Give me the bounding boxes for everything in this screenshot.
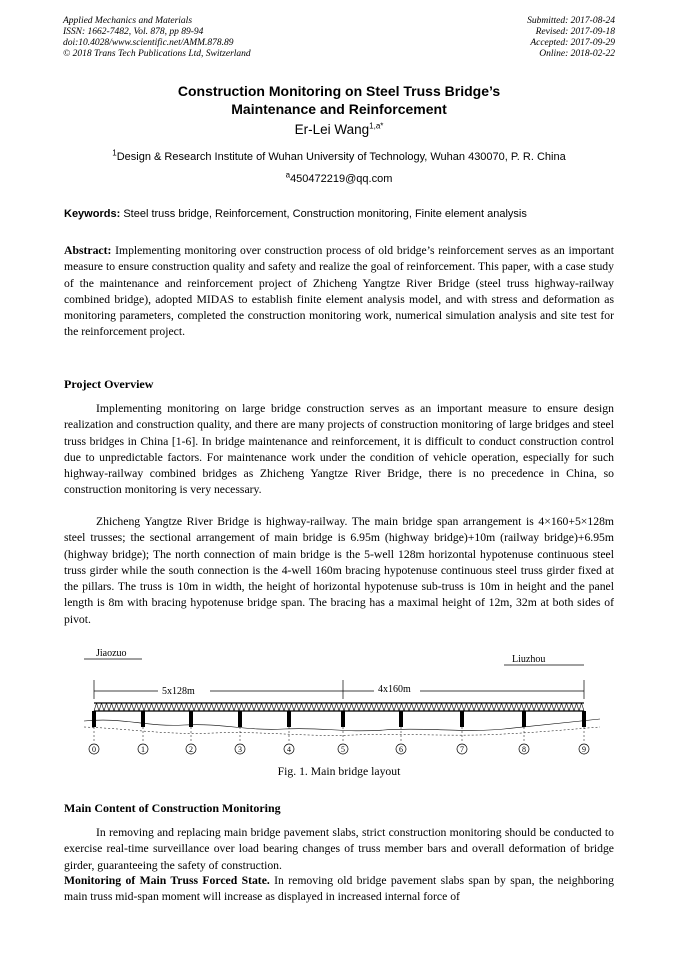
truss-diagonal [189,703,192,711]
truss-diagonal [487,703,490,711]
truss-diagonal [204,703,207,711]
truss-diagonal [544,703,547,711]
truss-diagonal [229,703,232,711]
truss-diagonal [287,703,290,711]
copyright: © 2018 Trans Tech Publications Ltd, Switzerland [63,49,251,59]
truss-diagonal [187,703,190,711]
truss-diagonal [329,703,332,711]
truss-diagonal [582,703,585,711]
truss-diagonal [197,703,200,711]
truss-diagonal [142,703,145,711]
truss-diagonal [207,703,210,711]
truss-diagonal [104,703,107,711]
pier-label: 6 [399,745,403,754]
truss-diagonal [227,703,230,711]
title-line-2: Maintenance and Reinforcement [231,101,447,117]
figure-caption: Fig. 1. Main bridge layout [277,765,401,778]
truss-diagonal [374,703,377,711]
truss-diagonal [112,703,115,711]
truss-diagonal [319,703,322,711]
truss-diagonal [359,703,362,711]
truss-diagonal [299,703,302,711]
truss-diagonal [119,703,122,711]
truss-diagonal [424,703,427,711]
journal-info [63,16,251,60]
truss-diagonal [517,703,520,711]
truss-diagonal [244,703,247,711]
truss-diagonal [484,703,487,711]
pier-labels [89,744,589,754]
truss-diagonal [372,703,375,711]
affiliation-superscript: 1 [112,148,117,158]
riverbed-profile-lower [84,727,600,735]
author-name: Er-Lei Wang [294,122,370,137]
truss-diagonal [392,703,395,711]
truss-diagonal [454,703,457,711]
truss-diagonal [124,703,127,711]
truss-diagonal [422,703,425,711]
truss-diagonal [224,703,227,711]
truss-diagonal [434,703,437,711]
truss-diagonal [177,703,180,711]
truss-diagonal [147,703,150,711]
truss-diagonal [579,703,582,711]
title-line-1: Construction Monitoring on Steel Truss Bridge’s [177,83,501,99]
doi: doi:10.4028/www.scientific.net/AMM.878.89 [63,38,234,48]
truss-diagonal [309,703,312,711]
truss-diagonal [492,703,495,711]
truss-diagonal [347,703,350,711]
affiliation-text: Design & Research Institute of Wuhan University of Technology, Wuhan 430070, P. R. China [116,151,566,163]
truss-diagonal [399,703,402,711]
truss-diagonal [257,703,260,711]
truss-diagonal [277,703,280,711]
truss-diagonal [514,703,517,711]
truss-diagonal [519,703,522,711]
truss-diagonal [262,703,265,711]
truss-diagonal [527,703,530,711]
truss-diagonal [502,703,505,711]
truss-diagonal [184,703,187,711]
span-label-4x160m: 4x160m [378,684,411,695]
abstract-text: Implementing monitoring over construction process of old bridge’s reinforcement serves as an important measure to ensure construction quality and safety and realize the goal of reinforcement. This paper, with a case study of the maintenance and reinforcement project of Zhicheng Yangtze River Bridge (steel truss highway-railway combined bridge), adopted MIDAS to establish finite element analysis model, and with stress and deformation as monitoring parameters, completed the construction monitoring work, numerical simulation analysis and site test for the reinforcement project. [64,244,615,339]
bridge-pier [141,711,145,727]
truss-diagonal [354,703,357,711]
truss-diagonal [464,703,467,711]
bridge-pier [460,711,464,727]
truss-diagonal [327,703,330,711]
truss-diagonal [159,703,162,711]
truss-diagonal [564,703,567,711]
truss-diagonal [499,703,502,711]
truss-diagonal [314,703,317,711]
truss-diagonal [237,703,240,711]
keywords [64,208,616,220]
paragraph-project-overview-1: Implementing monitoring on large bridge construction serves as an important measure to ensure design realization and construction quality, and there are many projects of construction monitoring of large bridges and steel truss bridges in China [1-6]. In bridge maintenance and reinforcement, it is difficult to conduct construction control due to unpredictable factors. For maintenance work under the condition of vehicle operation, especially for such highway-railway combined bridges as Zhicheng Yangtze River Bridge, there is no precedence in China, so construction monitoring is very necessary. [64,402,614,497]
abstract [64,243,614,341]
truss-diagonal [362,703,365,711]
truss-diagonal [337,703,340,711]
truss-diagonal [364,703,367,711]
truss-diagonal [192,703,195,711]
bridge-pier [92,711,96,727]
truss-diagonal [429,703,432,711]
abstract-label: Abstract: [64,244,112,257]
truss-diagonal [417,703,420,711]
truss-diagonal [457,703,460,711]
truss-diagonal [397,703,400,711]
truss-diagonal [462,703,465,711]
truss-diagonal [137,703,140,711]
truss-diagonal [404,703,407,711]
truss-diagonal [534,703,537,711]
truss-diagonal [114,703,117,711]
truss-diagonal [474,703,477,711]
truss-diagonal [437,703,440,711]
truss-diagonal [574,703,577,711]
truss-diagonal [394,703,397,711]
truss-diagonal [567,703,570,711]
truss-diagonal [402,703,405,711]
truss-diagonal [412,703,415,711]
truss-diagonal [407,703,410,711]
truss-diagonal [272,703,275,711]
truss-diagonal [167,703,170,711]
truss-diagonal [102,703,105,711]
truss-diagonal [382,703,385,711]
truss-diagonal [249,703,252,711]
truss-diagonal [529,703,532,711]
truss-diagonal [357,703,360,711]
monitoring-subheading: Monitoring of Main Truss Forced State. [64,874,270,887]
truss-diagonal [522,703,525,711]
truss-diagonal [264,703,267,711]
truss-diagonal [259,703,262,711]
truss-diagonal [279,703,282,711]
truss-diagonal [149,703,152,711]
truss-diagonal [532,703,535,711]
truss-diagonal [459,703,462,711]
truss-diagonal [169,703,172,711]
truss-diagonal [447,703,450,711]
bridge-pier [341,711,345,727]
truss-diagonal [559,703,562,711]
truss-diagonal [222,703,225,711]
truss-diagonal [157,703,160,711]
truss-diagonal [127,703,130,711]
truss-diagonal [367,703,370,711]
bridge-pier [399,711,403,727]
truss-diagonal [554,703,557,711]
truss-diagonal [219,703,222,711]
truss-diagonal [349,703,352,711]
truss-diagonal [317,703,320,711]
truss-diagonal [324,703,327,711]
truss-diagonal [479,703,482,711]
section-heading-project-overview: Project Overview [64,377,154,391]
truss-diagonal [467,703,470,711]
paper-title [0,82,678,118]
truss-diagonal [214,703,217,711]
truss-diagonal [107,703,110,711]
truss-diagonal [572,703,575,711]
truss-diagonal [134,703,137,711]
email-text: 450472219@qq.com [290,173,393,185]
journal-name: Applied Mechanics and Materials [63,16,193,26]
truss-diagonal [344,703,347,711]
truss-diagonal [504,703,507,711]
truss-diagonal [537,703,540,711]
truss-diagonal [182,703,185,711]
truss-diagonal [297,703,300,711]
truss-diagonal [552,703,555,711]
truss-diagonal [427,703,430,711]
truss-diagonal [152,703,155,711]
truss-diagonal [122,703,125,711]
accepted-date: Accepted: 2017-09-29 [530,38,615,48]
truss-diagonal [217,703,220,711]
truss-diagonal [387,703,390,711]
truss-diagonal [507,703,510,711]
truss-diagonal [144,703,147,711]
truss-diagonal [524,703,527,711]
span-label-5x128m: 5x128m [162,686,195,697]
truss-diagonal [274,703,277,711]
issn: ISSN: 1662-7482, Vol. 878, pp 89-94 [63,27,204,37]
truss-diagonal [442,703,445,711]
truss-diagonal [332,703,335,711]
truss-diagonal [292,703,295,711]
online-date: Online: 2018-02-22 [539,49,615,59]
truss-diagonal [547,703,550,711]
pier-label: 1 [141,745,145,754]
submitted-date: Submitted: 2017-08-24 [527,16,615,26]
truss-diagonal [172,703,175,711]
bridge-pier [287,711,291,727]
truss-diagonal [339,703,342,711]
truss-diagonal [452,703,455,711]
keywords-label: Keywords: [64,208,121,220]
truss-diagonal [549,703,552,711]
truss-diagonal [497,703,500,711]
truss-diagonal [334,703,337,711]
pier-label: 8 [522,745,526,754]
dates-info [527,16,615,60]
truss-diagonal [284,703,287,711]
bridge-layout-figure [84,647,600,759]
truss-diagonal [342,703,345,711]
truss-diagonal [129,703,132,711]
truss-diagonal [307,703,310,711]
truss-diagonal [139,703,142,711]
truss-diagonal [269,703,272,711]
truss-diagonal [202,703,205,711]
section-heading-main-content: Main Content of Construction Monitoring [64,801,281,815]
pier-label: 2 [189,745,193,754]
truss-diagonal [247,703,250,711]
pier-label: 4 [287,745,291,754]
truss-diagonal [322,703,325,711]
truss-diagonal [489,703,492,711]
author-superscript: 1,a* [369,121,384,131]
truss-diagonal [242,703,245,711]
figure-label-liuzhou: Liuzhou [512,654,546,665]
truss-diagonal [312,703,315,711]
truss-diagonal [369,703,372,711]
truss-diagonal [164,703,167,711]
bridge-pier [582,711,586,727]
truss-diagonal [377,703,380,711]
truss-diagonal [539,703,542,711]
keywords-text: Steel truss bridge, Reinforcement, Construction monitoring, Finite element analysis [123,208,527,220]
truss-diagonal [482,703,485,711]
truss-diagonal [414,703,417,711]
truss-diagonal [494,703,497,711]
truss-diagonal [154,703,157,711]
truss-diagonal [577,703,580,711]
truss-diagonal [569,703,572,711]
affiliation [0,148,678,163]
truss-diagonal [99,703,102,711]
pier-label: 0 [92,745,96,754]
truss-diagonal [209,703,212,711]
truss-diagonal [252,703,255,711]
truss-diagonal [542,703,545,711]
truss-diagonal [174,703,177,711]
truss-diagonal [234,703,237,711]
revised-date: Revised: 2017-09-18 [535,27,615,37]
pier-label: 3 [238,745,242,754]
truss-diagonal [389,703,392,711]
truss-diagonal [304,703,307,711]
truss-diagonal [439,703,442,711]
pier-label: 9 [582,745,586,754]
truss-diagonal [212,703,215,711]
truss-diagonal [432,703,435,711]
truss-diagonal [239,703,242,711]
truss-diagonal [472,703,475,711]
truss-diagonal [512,703,515,711]
truss-diagonal [352,703,355,711]
monitoring-text: In removing old bridge pavement slabs span by span, the neighboring main truss mid-span moment will increase as displayed in increased internal force of [64,874,614,904]
truss-diagonal [419,703,422,711]
author [0,122,678,137]
truss-diagonal [194,703,197,711]
truss-diagonal [179,703,182,711]
truss-diagonal [294,703,297,711]
truss-diagonal [109,703,112,711]
truss-diagonal [267,703,270,711]
truss-structure [94,703,584,711]
pier-label: 7 [460,745,464,754]
email [0,170,678,185]
paragraph-project-overview-2: Zhicheng Yangtze River Bridge is highway-railway. The main bridge span arrangement is 4×160+5×128m steel trusses; the sectional arrangement of main bridge is 6.95m (highway bridge)+10m (railway bridge)+6.95m (highway bridge); The north connection of main bridge is the 5-well 128m horizontal hypotenuse continuous steel truss girder while the south connection is the 4-well 160m bracing hypotenuse continuous steel truss girder fixed at the pillars. The truss is 10m in width, the height of horizontal hypotenuse sub-truss is 10m in height and the panel length is 8m with bracing hypotenuse bridge span. The bracing has a maximal height of 12m, 32m at both sides of pivot. [64,515,614,626]
truss-diagonal [557,703,560,711]
truss-diagonal [409,703,412,711]
truss-diagonal [469,703,472,711]
truss-diagonal [289,703,292,711]
truss-diagonal [379,703,382,711]
truss-diagonal [282,703,285,711]
pier-label: 5 [341,745,345,754]
figure-label-jiaozuo: Jiaozuo [96,648,127,659]
truss-diagonal [232,703,235,711]
email-superscript: a [285,170,291,180]
bridge-piers [92,711,586,741]
truss-diagonal [562,703,565,711]
truss-diagonal [384,703,387,711]
truss-diagonal [254,703,257,711]
truss-diagonal [199,703,202,711]
bridge-pier [522,711,526,727]
truss-diagonal [132,703,135,711]
truss-diagonal [444,703,447,711]
truss-diagonal [97,703,100,711]
bridge-pier [238,711,242,727]
truss-diagonal [162,703,165,711]
truss-diagonal [509,703,512,711]
paragraph-main-content-1: In removing and replacing main bridge pavement slabs, strict construction monitoring should be conducted to exercise real-time surveillance over load bearing changes of truss member bars and overall deformation of bridge girder, guaranteeing the safety of construction. [64,826,614,872]
truss-diagonal [477,703,480,711]
truss-diagonal [94,703,97,711]
truss-diagonal [302,703,305,711]
truss-diagonal [449,703,452,711]
truss-diagonal [117,703,120,711]
paragraph-main-content-2 [64,873,614,906]
